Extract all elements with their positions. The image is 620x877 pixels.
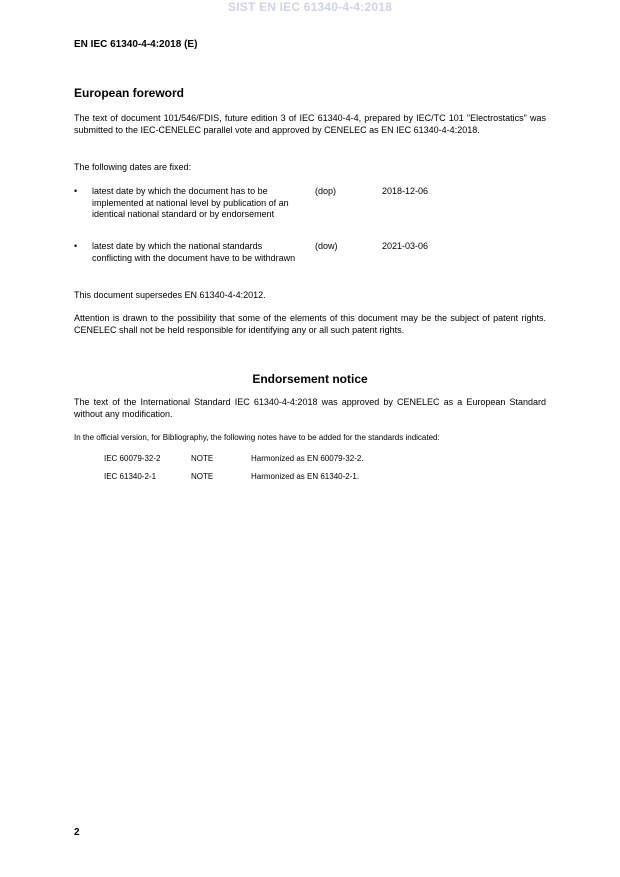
- bullet-icon: •: [74, 186, 78, 196]
- supersedes-paragraph: This document supersedes EN 61340-4-4:2012.: [74, 290, 266, 300]
- bibliography-notes-intro: In the official version, for Bibliography, the following notes have to be added for the standards indicated:: [74, 433, 440, 442]
- date-description: latest date by which the document has to be implemented at national level by publication of an identical national standard or by endorsement: [92, 186, 289, 219]
- section-title-endorsement: Endorsement notice: [252, 372, 368, 386]
- patent-rights-paragraph: Attention is drawn to the possibility that some of the elements of this document may be the subject of patent rights. CENELEC shall not be held responsible for identifying any or all such patent rights.: [74, 313, 546, 335]
- note-label: NOTE: [191, 454, 214, 463]
- date-description: latest date by which the national standards conflicting with the document have to be withdrawn: [92, 241, 296, 263]
- date-value: 2018-12-06: [382, 186, 429, 196]
- endorsement-paragraph: The text of the International Standard IEC 61340-4-4:2018 was approved by CENELEC as a European Standard without any modification.: [74, 397, 546, 419]
- dates-intro-paragraph: The following dates are fixed:: [74, 162, 192, 172]
- date-code: (dow): [315, 241, 338, 251]
- bullet-icon: •: [74, 241, 78, 251]
- watermark: SIST EN IEC 61340-4-4:2018: [228, 0, 392, 14]
- foreword-paragraph: The text of document 101/546/FDIS, future edition 3 of IEC 61340-4-4, prepared by IEC/TC 101 "Electrostatics" was submitted to the IEC-CENELEC parallel vote and approved by CENELEC as EN IEC 61340-4-4:2018.: [74, 113, 546, 135]
- note-standard: IEC 60079-32-2: [104, 454, 161, 463]
- note-text: Harmonized as EN 60079-32-2.: [251, 454, 364, 463]
- date-code: (dop): [315, 186, 337, 196]
- section-title-foreword: European foreword: [74, 86, 185, 100]
- page-number: 2: [74, 827, 80, 838]
- note-standard: IEC 61340-2-1: [104, 472, 157, 481]
- document-id-header: EN IEC 61340-4-4:2018 (E): [74, 39, 198, 50]
- note-text: Harmonized as EN 61340-2-1.: [251, 472, 360, 481]
- date-value: 2021-03-06: [382, 241, 429, 251]
- note-label: NOTE: [191, 472, 214, 481]
